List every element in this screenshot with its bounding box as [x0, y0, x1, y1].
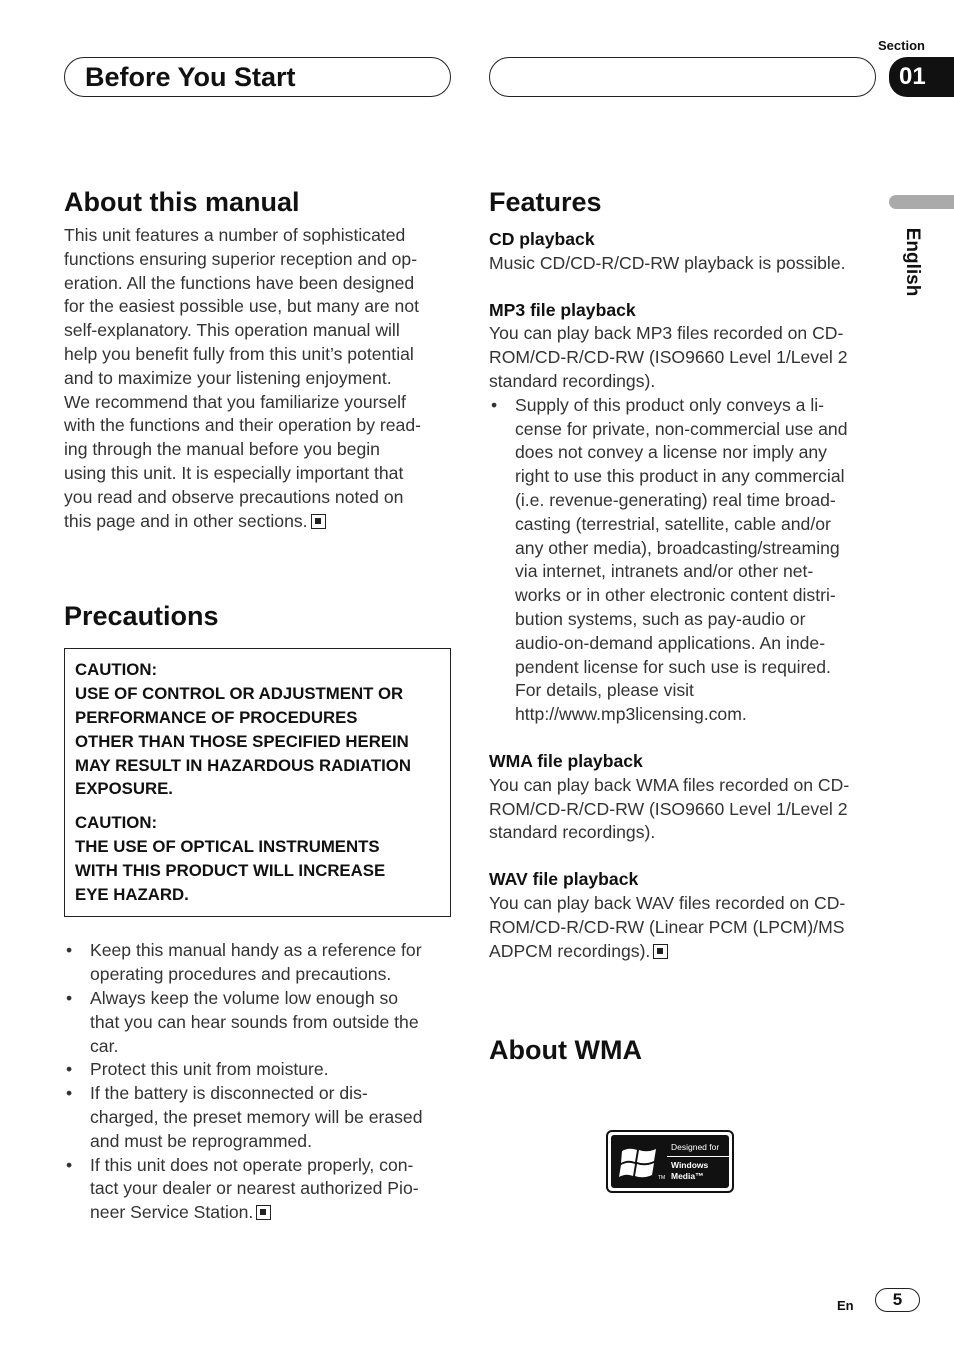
- caution-box: [64, 648, 451, 917]
- mp3-playback-body: You can play back MP3 files recorded on CD- ROM/CD-R/CD-RW (ISO9660 Level 1/Level 2 standard recordings).: [489, 323, 848, 391]
- text-line: using this unit. It is especially important that: [64, 462, 404, 483]
- text-line: self-explanatory. This operation manual will: [64, 320, 400, 341]
- header-blank-frame: [489, 57, 876, 97]
- page-number: 5: [875, 1288, 920, 1312]
- caution-block-1: CAUTION: USE OF CONTROL OR ADJUSTMENT OR PERFORMANCE OF PROCEDURES OTHER THAN THOSE SPECIFIED HEREIN MAY RESULT IN HAZARDOUS RADIATION EXPOSURE.: [75, 660, 411, 799]
- text-line: for the easiest possible use, but many are not: [64, 296, 420, 317]
- about-manual-body: [64, 224, 451, 533]
- text-line: functions ensuring superior reception and op-: [64, 248, 418, 269]
- language-tab: [889, 195, 954, 209]
- mp3-playback-title: MP3 file playback: [489, 299, 636, 320]
- caution-block-2: CAUTION: THE USE OF OPTICAL INSTRUMENTS WITH THIS PRODUCT WILL INCREASE EYE HAZARD.: [75, 813, 386, 904]
- mp3-license-note: [489, 394, 879, 727]
- about-wma-heading: About WMA: [489, 1035, 642, 1066]
- text-line: This unit features a number of sophisticated: [64, 225, 406, 245]
- list-item: • Supply of this product only conveys a li- cense for private, non-commercial use and does not convey a license nor imply any right to use this product in any commercial (i.e. revenue-generating) real time broad- casting (terrestrial, satellite, cable and/or any other media), broadcasting/streaming via internet, intranets and/or other net- works or in other electronic content distri- bution systems, such as pay-audio or audio-on-demand applications. An inde- pendent license for such use is required. For details, please visit http://www.mp3licensing.com.: [489, 394, 879, 727]
- logo-designed-for: Designed for: [671, 1142, 720, 1152]
- logo-media: Media™: [671, 1171, 704, 1181]
- text-line: help you benefit fully from this unit’s potential: [64, 343, 414, 364]
- end-mark-icon: [256, 1205, 271, 1220]
- logo-divider: [667, 1156, 729, 1157]
- list-item: • Protect this unit from moisture.: [64, 1058, 451, 1082]
- wma-playback-title: WMA file playback: [489, 750, 643, 771]
- section-label: Section: [878, 38, 925, 53]
- about-manual-heading: About this manual: [64, 187, 300, 217]
- list-item: • Keep this manual handy as a reference for operating procedures and precautions.: [64, 939, 451, 987]
- language-label: English: [902, 227, 923, 297]
- precautions-heading: Precautions: [64, 601, 219, 632]
- logo-windows: Windows: [671, 1160, 709, 1170]
- text-line: ing through the manual before you begin: [64, 439, 380, 460]
- wav-playback-body: You can play back WAV files recorded on CD- ROM/CD-R/CD-RW (Linear PCM (LPCM)/MS ADPCM recordings).: [489, 892, 846, 961]
- text-line: eration. All the functions have been designed: [64, 272, 415, 293]
- end-mark-icon: [311, 514, 326, 529]
- cd-playback-title: CD playback: [489, 229, 595, 249]
- end-mark-icon: [653, 944, 668, 959]
- text-line: with the functions and their operation by read-: [64, 415, 421, 436]
- precautions-list: [64, 939, 451, 1225]
- list-item: • If this unit does not operate properly, con- tact your dealer or nearest authorized Pio- neer Service Station.: [64, 1154, 451, 1225]
- section-title: Before You Start: [85, 62, 296, 92]
- windows-media-logo: [606, 1130, 734, 1193]
- text-line: this page and in other sections.: [64, 510, 451, 534]
- wma-playback-body: You can play back WMA files recorded on CD- ROM/CD-R/CD-RW (ISO9660 Level 1/Level 2 standard recordings).: [489, 774, 850, 843]
- list-item: • Always keep the volume low enough so that you can hear sounds from outside the car.: [64, 987, 451, 1058]
- cd-playback-body: Music CD/CD-R/CD-RW playback is possible.: [489, 252, 846, 273]
- left-column: [64, 185, 451, 1225]
- windows-flag-icon: [619, 1145, 659, 1183]
- footer-language: En: [837, 1298, 854, 1313]
- section-number-badge: 01: [889, 57, 954, 97]
- text-line: you read and observe precautions noted on: [64, 486, 404, 507]
- text-line: We recommend that you familiarize yourself: [64, 391, 406, 412]
- logo-tm: TM: [658, 1175, 666, 1181]
- list-item: • If the battery is disconnected or dis- charged, the preset memory will be erased and must be reprogrammed.: [64, 1082, 451, 1153]
- features-heading: Features: [489, 187, 602, 217]
- right-column: [489, 185, 879, 1067]
- text-line: and to maximize your listening enjoyment.: [64, 367, 392, 388]
- header-title-frame: [64, 57, 451, 97]
- wav-playback-title: WAV file playback: [489, 869, 639, 890]
